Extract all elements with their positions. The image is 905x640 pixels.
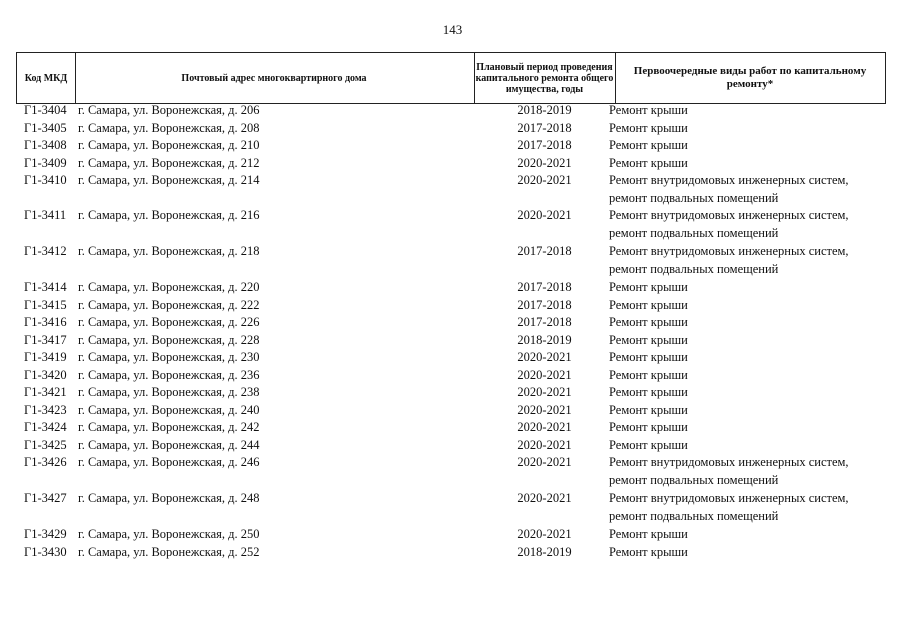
cell-code: Г1-3408 [24, 138, 67, 152]
cell-address: г. Самара, ул. Воронежская, д. 216 [78, 208, 260, 222]
header-works: Первоочередные виды работ по капитальному ремонту* [615, 53, 886, 103]
cell-works: Ремонт внутридомовых инженерных систем, ремонт подвальных помещений [609, 455, 849, 487]
cell-address: г. Самара, ул. Воронежская, д. 218 [78, 244, 260, 258]
cell-address: г. Самара, ул. Воронежская, д. 250 [78, 527, 260, 541]
cell-works: Ремонт крыши [609, 437, 688, 452]
cell-address: г. Самара, ул. Воронежская, д. 210 [78, 138, 260, 152]
cell-period: 2020-2021 [517, 491, 572, 505]
cell-address: г. Самара, ул. Воронежская, д. 238 [78, 385, 260, 399]
cell-address: г. Самара, ул. Воронежская, д. 214 [78, 173, 260, 187]
table-row [16, 332, 886, 350]
header-code: Код МКД [16, 53, 76, 103]
cell-period: 2020-2021 [517, 527, 572, 541]
header-address: Почтовый адрес многоквартирного дома [74, 53, 475, 103]
cell-address: г. Самара, ул. Воронежская, д. 222 [78, 297, 260, 312]
table-row [16, 526, 886, 544]
cell-code: Г1-3423 [24, 402, 67, 417]
cell-period: 2020-2021 [517, 208, 572, 222]
table-row [16, 207, 886, 243]
cell-code: Г1-3420 [24, 367, 67, 382]
cell-works: Ремонт крыши [609, 544, 688, 559]
cell-code: Г1-3410 [24, 173, 67, 187]
cell-works: Ремонт крыши [609, 280, 688, 294]
table-row [16, 384, 886, 402]
cell-period: 2018-2019 [517, 103, 572, 117]
cell-works: Ремонт внутридомовых инженерных систем, ремонт подвальных помещений [609, 244, 849, 276]
table-row [16, 137, 886, 155]
table-row [16, 155, 886, 173]
cell-address: г. Самара, ул. Воронежская, д. 246 [78, 455, 260, 469]
cell-works: Ремонт крыши [609, 350, 688, 364]
cell-works: Ремонт крыши [609, 120, 688, 135]
header-period: Плановый период проведения капитального ремонта общего имущества, годы [474, 53, 616, 103]
table-row [16, 454, 886, 490]
cell-code: Г1-3429 [24, 527, 67, 541]
cell-code: Г1-3419 [24, 350, 67, 364]
cell-code: Г1-3425 [24, 437, 67, 452]
cell-works: Ремонт крыши [609, 385, 688, 399]
cell-works: Ремонт внутридомовых инженерных систем, ремонт подвальных помещений [609, 491, 849, 523]
cell-code: Г1-3405 [24, 120, 67, 135]
cell-address: г. Самара, ул. Воронежская, д. 248 [78, 491, 260, 505]
cell-address: г. Самара, ул. Воронежская, д. 252 [78, 544, 260, 559]
cell-code: Г1-3404 [24, 103, 67, 117]
cell-address: г. Самара, ул. Воронежская, д. 236 [78, 367, 260, 382]
table-row [16, 367, 886, 385]
table-row [16, 544, 886, 562]
cell-code: Г1-3415 [24, 297, 67, 312]
cell-period: 2018-2019 [517, 332, 572, 347]
cell-code: Г1-3414 [24, 280, 67, 294]
cell-period: 2017-2018 [517, 244, 572, 258]
page-number: 143 [442, 22, 463, 37]
cell-period: 2020-2021 [517, 455, 572, 469]
cell-period: 2017-2018 [517, 280, 572, 294]
cell-period: 2020-2021 [517, 350, 572, 364]
cell-period: 2020-2021 [517, 385, 572, 399]
cell-code: Г1-3412 [24, 244, 67, 258]
cell-period: 2017-2018 [517, 120, 572, 135]
cell-works: Ремонт крыши [609, 527, 688, 541]
cell-code: Г1-3427 [24, 491, 67, 505]
cell-period: 2020-2021 [517, 367, 572, 382]
table-header [16, 52, 886, 104]
cell-period: 2018-2019 [517, 544, 572, 559]
cell-address: г. Самара, ул. Воронежская, д. 206 [78, 103, 260, 117]
cell-address: г. Самара, ул. Воронежская, д. 226 [78, 315, 260, 329]
cell-code: Г1-3411 [24, 208, 67, 222]
cell-period: 2020-2021 [517, 173, 572, 187]
table-row [16, 419, 886, 437]
table-row [16, 349, 886, 367]
cell-period: 2017-2018 [517, 138, 572, 152]
cell-address: г. Самара, ул. Воронежская, д. 208 [78, 120, 260, 135]
cell-address: г. Самара, ул. Воронежская, д. 244 [78, 437, 260, 452]
cell-code: Г1-3426 [24, 455, 67, 469]
cell-code: Г1-3409 [24, 155, 67, 170]
table-row [16, 314, 886, 332]
table-row [16, 297, 886, 315]
cell-works: Ремонт крыши [609, 332, 688, 347]
cell-period: 2020-2021 [517, 437, 572, 452]
table-row [16, 172, 886, 207]
cell-period: 2020-2021 [517, 402, 572, 417]
cell-code: Г1-3421 [24, 385, 67, 399]
cell-period: 2020-2021 [517, 155, 572, 170]
cell-period: 2020-2021 [517, 420, 572, 434]
cell-code: Г1-3424 [24, 420, 67, 434]
cell-works: Ремонт крыши [609, 367, 688, 382]
cell-works: Ремонт крыши [609, 138, 688, 152]
cell-address: г. Самара, ул. Воронежская, д. 212 [78, 155, 260, 170]
cell-works: Ремонт крыши [609, 420, 688, 434]
cell-works: Ремонт крыши [609, 315, 688, 329]
cell-works: Ремонт крыши [609, 297, 688, 312]
table-row [16, 102, 886, 120]
cell-code: Г1-3430 [24, 544, 67, 559]
table-row [16, 120, 886, 138]
table-row [16, 243, 886, 279]
table-row [16, 402, 886, 420]
cell-period: 2017-2018 [517, 297, 572, 312]
table-row [16, 279, 886, 297]
cell-works: Ремонт крыши [609, 103, 688, 117]
cell-address: г. Самара, ул. Воронежская, д. 228 [78, 332, 260, 347]
cell-works: Ремонт внутридомовых инженерных систем, ремонт подвальных помещений [609, 173, 849, 205]
table-row [16, 490, 886, 526]
table-row [16, 437, 886, 455]
cell-code: Г1-3416 [24, 315, 67, 329]
cell-address: г. Самара, ул. Воронежская, д. 230 [78, 350, 260, 364]
cell-works: Ремонт внутридомовых инженерных систем, ремонт подвальных помещений [609, 208, 849, 240]
cell-code: Г1-3417 [24, 332, 67, 347]
cell-works: Ремонт крыши [609, 155, 688, 170]
cell-address: г. Самара, ул. Воронежская, д. 220 [78, 280, 260, 294]
cell-works: Ремонт крыши [609, 402, 688, 417]
cell-period: 2017-2018 [517, 315, 572, 329]
cell-address: г. Самара, ул. Воронежская, д. 242 [78, 420, 260, 434]
cell-address: г. Самара, ул. Воронежская, д. 240 [78, 402, 260, 417]
